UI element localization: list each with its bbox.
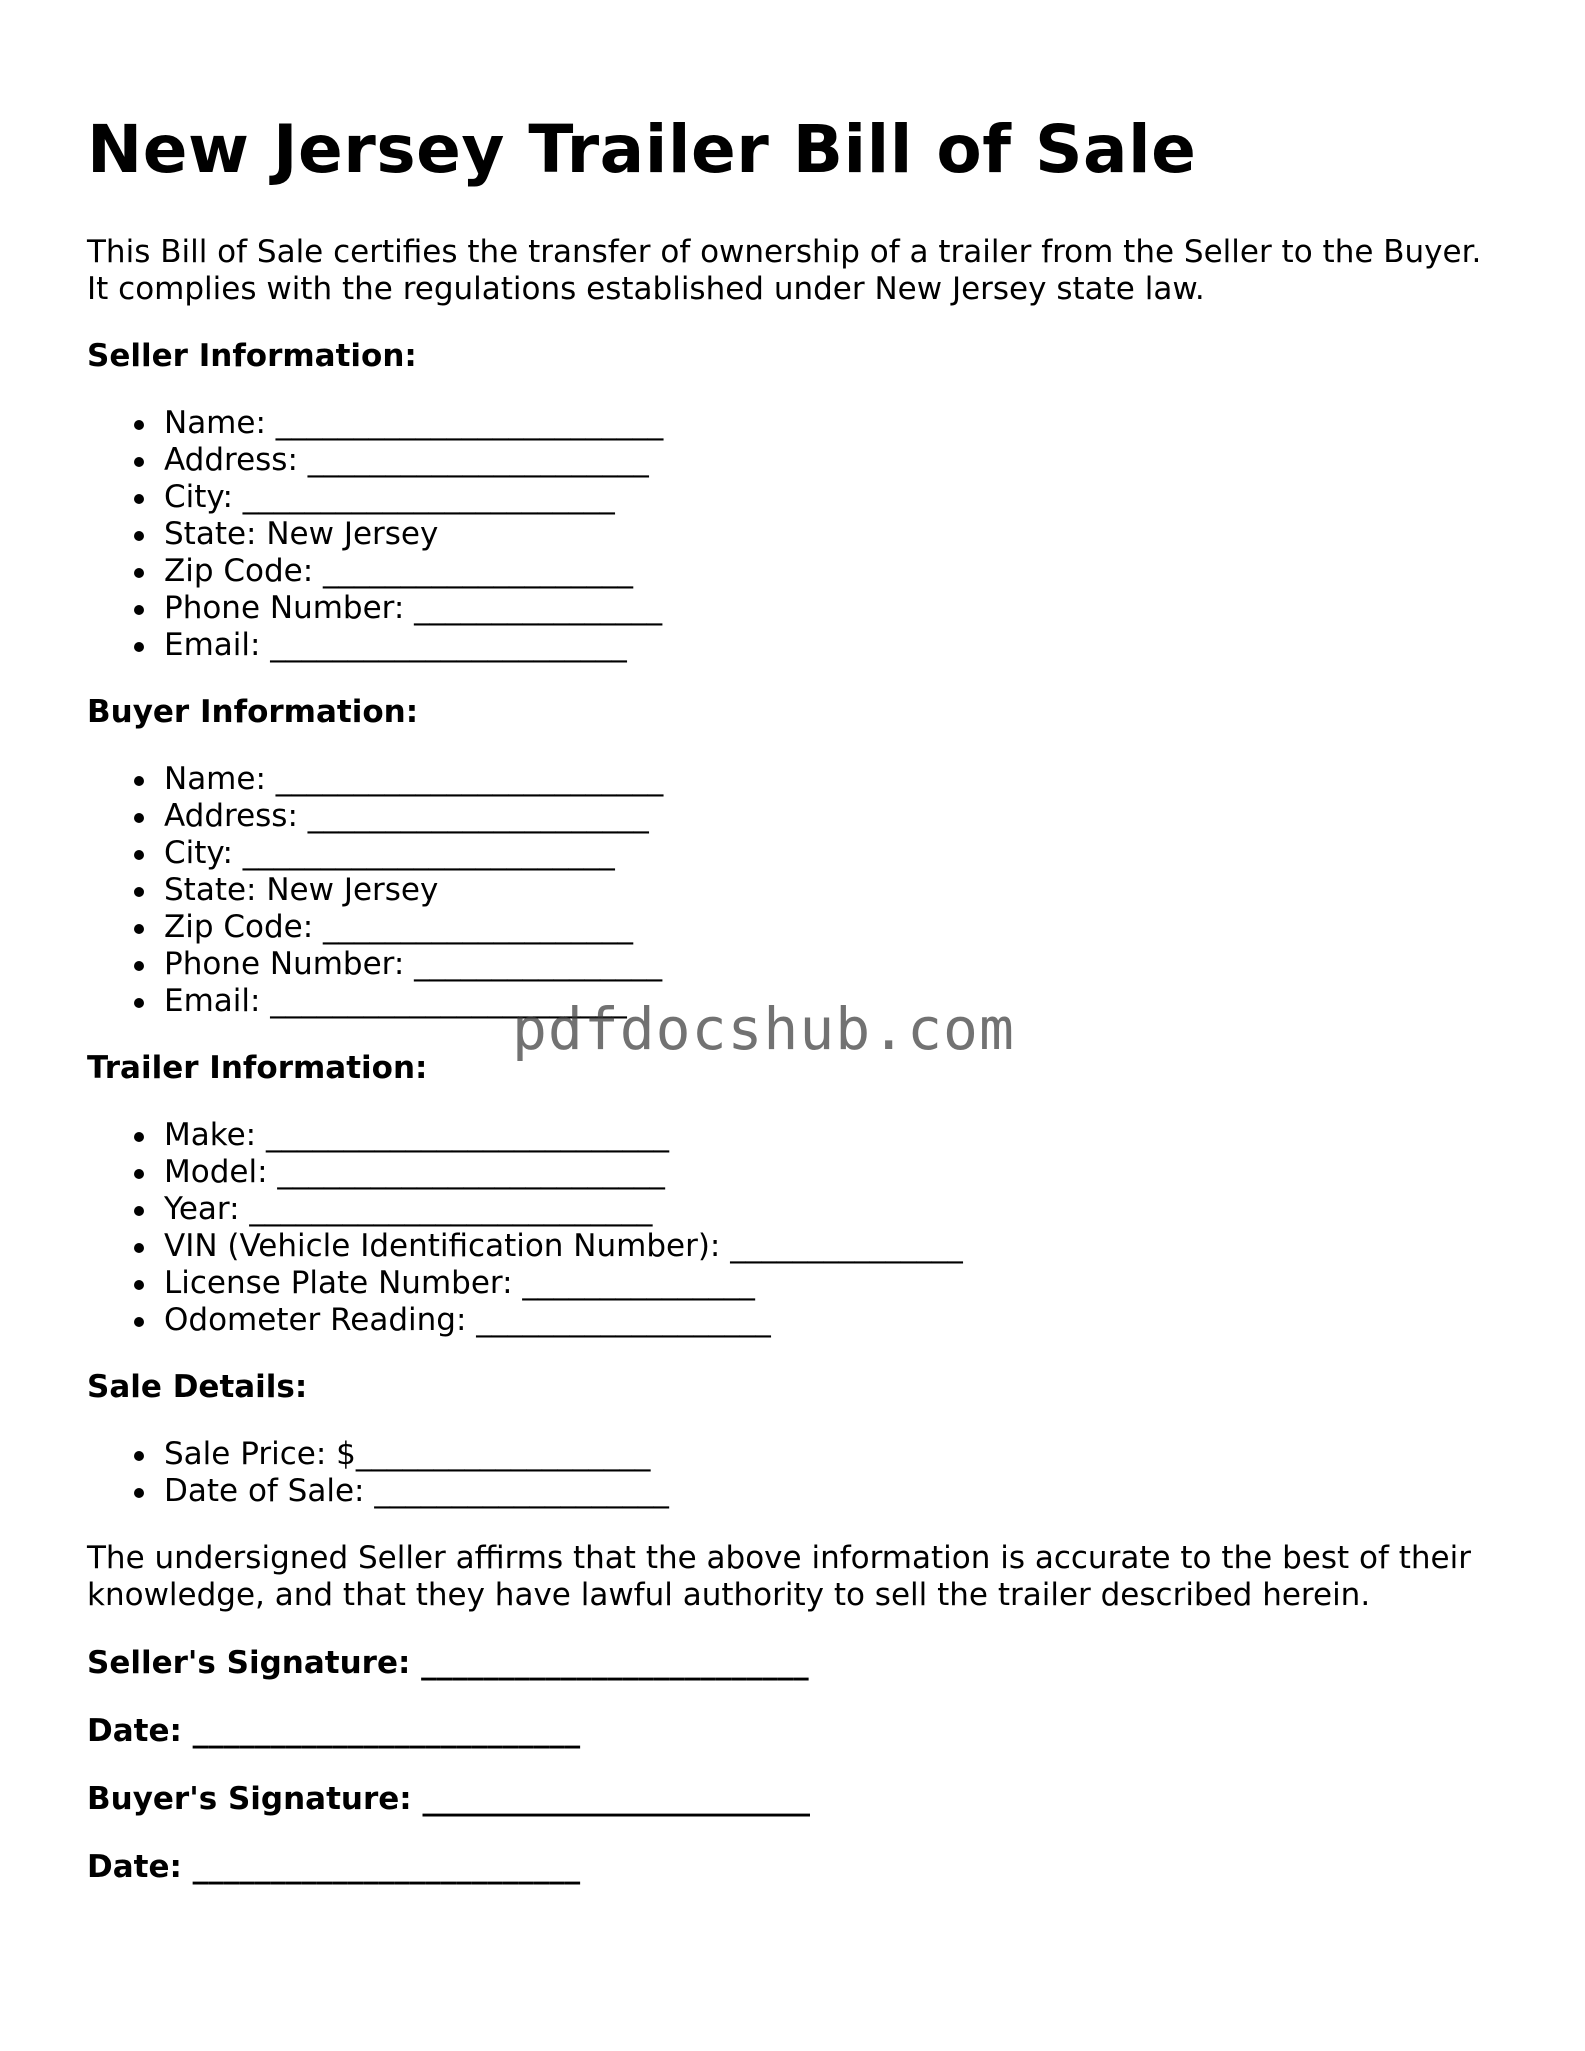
buyer-address-field: Address: ______________________: [164, 798, 1507, 835]
seller-city-field: City: ________________________: [164, 479, 1507, 516]
document-title: New Jersey Trailer Bill of Sale: [87, 111, 1197, 188]
buyer-fields-list: [87, 761, 1507, 1020]
seller-affirmation-paragraph: The undersigned Seller affirms that the above information is accurate to the best of their knowledge, and that they have lawful authority to sell the trailer described herein.: [87, 1540, 1471, 1613]
trailer-vin-field: VIN (Vehicle Identification Number): _______________: [164, 1228, 1507, 1265]
buyer-state-field: State: New Jersey: [164, 872, 1507, 909]
seller-address-field: Address: ______________________: [164, 442, 1507, 479]
sale-section-heading: Sale Details:: [87, 1369, 308, 1405]
buyer-email-field: Email: _______________________: [164, 983, 1507, 1020]
sale-fields-list: [87, 1436, 1507, 1510]
buyer-date-line: Date: _________________________: [87, 1849, 581, 1885]
trailer-fields-list: [87, 1117, 1507, 1339]
buyer-city-field: City: ________________________: [164, 835, 1507, 872]
seller-zip-field: Zip Code: ____________________: [164, 553, 1507, 590]
seller-name-field: Name: _________________________: [164, 405, 1507, 442]
sale-price-field: Sale Price: $___________________: [164, 1436, 1507, 1473]
buyer-section-heading: Buyer Information:: [87, 694, 419, 730]
buyer-name-field: Name: _________________________: [164, 761, 1507, 798]
buyer-zip-field: Zip Code: ____________________: [164, 909, 1507, 946]
seller-signature-line: Seller's Signature: _________________________: [87, 1645, 809, 1681]
sale-date-field: Date of Sale: ___________________: [164, 1473, 1507, 1510]
trailer-year-field: Year: __________________________: [164, 1191, 1507, 1228]
seller-state-field: State: New Jersey: [164, 516, 1507, 553]
seller-section-heading: Seller Information:: [87, 338, 417, 374]
trailer-odometer-field: Odometer Reading: ___________________: [164, 1302, 1507, 1339]
trailer-model-field: Model: _________________________: [164, 1154, 1507, 1191]
trailer-section-heading: Trailer Information:: [87, 1050, 428, 1086]
seller-email-field: Email: _______________________: [164, 627, 1507, 664]
seller-phone-field: Phone Number: ________________: [164, 590, 1507, 627]
seller-date-line: Date: _________________________: [87, 1713, 581, 1749]
intro-paragraph: This Bill of Sale certifies the transfer of ownership of a trailer from the Seller to the Buyer. It complies with the regulations established under New Jersey state law.: [87, 234, 1482, 307]
watermark: pdfdocshub.com: [512, 995, 1015, 1063]
buyer-signature-line: Buyer's Signature: _________________________: [87, 1781, 810, 1817]
trailer-make-field: Make: __________________________: [164, 1117, 1507, 1154]
seller-fields-list: [87, 405, 1507, 664]
buyer-phone-field: Phone Number: ________________: [164, 946, 1507, 983]
trailer-license-plate-field: License Plate Number: _______________: [164, 1265, 1507, 1302]
